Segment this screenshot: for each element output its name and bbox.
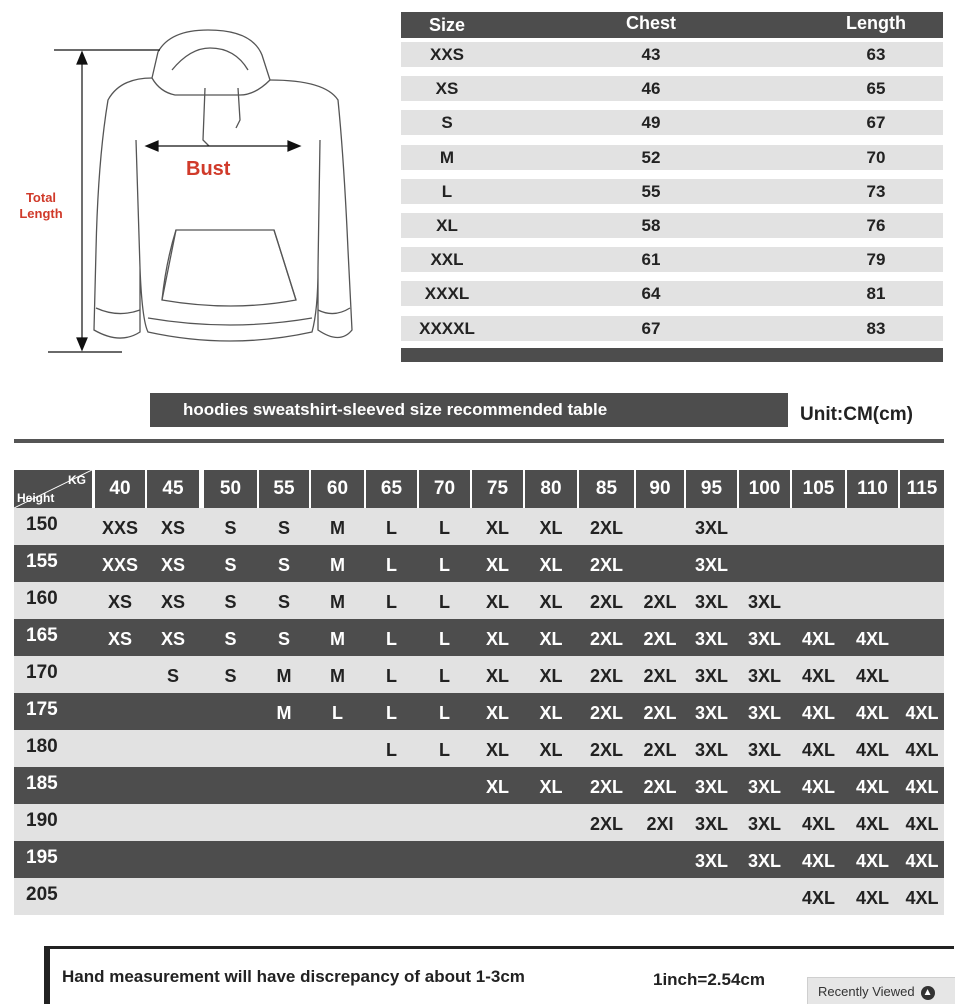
size-recommendation-cell: S (277, 518, 290, 538)
size-cell: XXXL (424, 284, 470, 304)
weight-header-cell: 75 (472, 470, 523, 508)
size-recommendation-cell: XXS (101, 555, 139, 575)
size-recommendation-cell: S (277, 555, 290, 575)
size-recommendation-cell: S (277, 629, 290, 649)
height-row (14, 878, 944, 915)
grid-header (14, 470, 944, 508)
size-recommendation-cell: XL (485, 777, 509, 797)
size-recommendation-cell: XS (107, 592, 132, 612)
size-recommendation-cell: 4XL (801, 740, 835, 760)
size-recommendation-cell: 3XL (747, 851, 781, 871)
size-recommendation-cell: 2XL (643, 777, 677, 797)
weight-header-cell: 50 (204, 470, 257, 508)
weight-header-cell: 90 (636, 470, 684, 508)
chest-cell: 64 (641, 284, 661, 304)
size-row (401, 72, 943, 106)
hoodie-drawing (0, 0, 380, 370)
size-recommendation-cell: 2XL (589, 777, 623, 797)
weight-header-cell: 45 (147, 470, 199, 508)
size-recommendation-cell: XS (107, 629, 132, 649)
grid-corner (14, 470, 92, 508)
size-recommendation-cell: 3XL (694, 518, 728, 538)
length-cell: 67 (866, 113, 886, 133)
size-recommendation-cell: XL (539, 777, 563, 797)
size-recommendation-cell: 4XL (905, 703, 939, 723)
chest-header: Chest (625, 13, 676, 33)
height-weight-grid (14, 470, 944, 915)
size-recommendation-cell: 2XL (589, 592, 623, 612)
size-recommendation-cell: M (330, 592, 345, 612)
size-recommendation-cell: L (386, 555, 397, 575)
size-row (401, 243, 943, 277)
length-cell: 63 (866, 45, 886, 65)
size-header: Size (428, 15, 466, 35)
height-cell: 180 (26, 736, 58, 757)
size-recommendation-cell: 4XL (801, 703, 835, 723)
size-recommendation-cell: 3XL (694, 703, 728, 723)
size-recommendation-cell: 3XL (694, 666, 728, 686)
height-cell: 160 (26, 588, 58, 609)
size-recommendation-cell: 3XL (747, 629, 781, 649)
size-recommendation-cell: 4XL (905, 888, 939, 908)
size-cell: XL (436, 216, 458, 236)
size-recommendation-cell: M (330, 666, 345, 686)
size-recommendation-cell: 3XL (694, 629, 728, 649)
size-row (401, 38, 943, 72)
size-recommendation-cell: 4XL (801, 851, 835, 871)
grid-body (14, 508, 944, 915)
size-recommendation-cell: 4XL (905, 814, 939, 834)
length-cell: 81 (866, 284, 886, 304)
size-recommendation-cell: 2XL (589, 740, 623, 760)
height-cell: 165 (26, 625, 58, 646)
measurement-note: Hand measurement will have discrepancy of about 1-3cm (62, 967, 525, 986)
size-recommendation-cell: 3XL (747, 814, 781, 834)
size-recommendation-cell: XS (160, 518, 185, 538)
section-divider (14, 439, 944, 443)
size-recommendation-cell: M (330, 629, 345, 649)
chest-cell: 49 (641, 113, 661, 133)
size-recommendation-cell: XL (485, 629, 509, 649)
size-recommendation-cell: 3XL (694, 740, 728, 760)
size-recommendation-cell: XL (485, 703, 509, 723)
weight-header-cell: 65 (366, 470, 417, 508)
size-recommendation-cell: 3XL (694, 851, 728, 871)
size-recommendation-cell: 4XL (855, 888, 889, 908)
height-cell: 175 (26, 699, 58, 720)
size-recommendation-cell: 4XL (855, 703, 889, 723)
size-row (401, 175, 943, 209)
length-header: Length (846, 13, 906, 33)
length-cell: 79 (866, 250, 886, 270)
chest-cell: 58 (641, 216, 661, 236)
size-recommendation-cell: 3XL (747, 666, 781, 686)
kg-label: KG (68, 473, 86, 487)
size-recommendation-cell: L (439, 518, 450, 538)
height-row (14, 545, 944, 582)
size-recommendation-cell: 2XL (589, 814, 623, 834)
length-cell: 76 (866, 216, 886, 236)
height-row (14, 804, 944, 841)
size-recommendation-cell: 2XL (589, 666, 623, 686)
size-recommendation-cell: M (276, 703, 292, 723)
chest-cell: 52 (641, 147, 661, 167)
note-top-line (44, 946, 954, 949)
height-row (14, 619, 944, 656)
size-recommendation-cell: 2XL (643, 740, 677, 760)
size-recommendation-cell: XL (539, 703, 563, 723)
size-recommendation-cell: L (386, 740, 397, 760)
size-recommendation-cell: XS (160, 629, 185, 649)
size-recommendation-cell: 4XL (905, 851, 939, 871)
size-recommendation-cell: L (386, 592, 397, 612)
size-recommendation-cell: 2XL (589, 703, 623, 723)
size-recommendation-cell: XL (485, 666, 509, 686)
size-recommendation-cell: S (166, 666, 179, 686)
length-cell: 73 (866, 181, 886, 201)
weight-header-cell: 85 (579, 470, 634, 508)
size-chart-footer-bar (401, 348, 943, 362)
weight-header-cell: 60 (311, 470, 364, 508)
size-recommendation-cell: 3XL (747, 740, 781, 760)
weight-header-cell: 70 (419, 470, 470, 508)
recommended-table-banner (150, 393, 788, 427)
height-row (14, 656, 944, 693)
height-row (14, 693, 944, 730)
size-recommendation-cell: L (386, 666, 397, 686)
size-recommendation-cell: 3XL (694, 555, 728, 575)
height-label: Height (17, 491, 55, 505)
weight-header-cell: 95 (686, 470, 737, 508)
size-recommendation-cell: L (439, 703, 450, 723)
inch-conversion: 1inch=2.54cm (653, 970, 765, 989)
size-cell: XXS (429, 45, 465, 65)
size-recommendation-cell: L (439, 740, 450, 760)
total-length-label-line2: Length (19, 206, 63, 221)
size-cell: L (441, 181, 453, 201)
size-recommendation-cell: 4XL (801, 888, 835, 908)
size-recommendation-cell: 4XL (855, 777, 889, 797)
total-length-label (10, 190, 72, 222)
recently-viewed-label: Recently Viewed (818, 984, 915, 999)
size-recommendation-cell: 2XL (643, 592, 677, 612)
size-recommendation-cell: XL (539, 629, 563, 649)
size-recommendation-cell: 4XL (801, 629, 835, 649)
chevron-up-icon: ▲ (921, 986, 935, 1000)
size-chart-table (401, 12, 943, 362)
size-recommendation-cell: 2XL (589, 518, 623, 538)
size-cell: S (441, 113, 453, 133)
size-recommendation-cell: XS (160, 592, 185, 612)
weight-header-cell: 105 (792, 470, 845, 508)
unit-label: Unit:CM(cm) (800, 404, 913, 425)
height-row (14, 730, 944, 767)
size-row (401, 106, 943, 140)
size-recommendation-cell: L (439, 629, 450, 649)
size-recommendation-cell: L (439, 666, 450, 686)
size-recommendation-cell: 3XL (694, 777, 728, 797)
height-cell: 185 (26, 773, 58, 794)
size-recommendation-cell: L (332, 703, 343, 723)
size-recommendation-cell: XL (539, 555, 563, 575)
size-recommendation-cell: 3XL (747, 777, 781, 797)
size-recommendation-cell: L (386, 518, 397, 538)
height-cell: 150 (26, 514, 58, 535)
height-cell: 205 (26, 884, 58, 905)
height-row (14, 508, 944, 545)
size-recommendation-cell: 2XL (643, 629, 677, 649)
size-recommendation-cell: XL (539, 666, 563, 686)
size-recommendation-cell: 3XL (747, 592, 781, 612)
height-cell: 155 (26, 551, 58, 572)
size-recommendation-cell: L (386, 703, 397, 723)
size-recommendation-cell: S (277, 592, 290, 612)
size-recommendation-cell: XL (485, 740, 509, 760)
recently-viewed-button[interactable] (807, 977, 955, 1004)
size-recommendation-cell: M (276, 666, 292, 686)
chest-cell: 43 (641, 45, 661, 65)
size-recommendation-cell: S (224, 666, 237, 686)
size-recommendation-cell: 4XL (855, 629, 889, 649)
size-recommendation-cell: 2XI (646, 814, 674, 834)
size-row (401, 277, 943, 311)
size-recommendation-cell: 2XL (589, 629, 623, 649)
size-recommendation-cell: 3XL (694, 814, 728, 834)
size-recommendation-cell: S (224, 629, 237, 649)
size-recommendation-cell: 3XL (694, 592, 728, 612)
size-recommendation-cell: 4XL (855, 666, 889, 686)
chest-cell: 61 (641, 250, 661, 270)
note-left-bar (44, 946, 50, 1004)
height-row (14, 582, 944, 619)
size-recommendation-cell: 4XL (905, 777, 939, 797)
length-cell: 83 (866, 318, 886, 338)
size-recommendation-cell: L (439, 555, 450, 575)
size-recommendation-cell: M (330, 518, 345, 538)
size-recommendation-cell: 4XL (801, 666, 835, 686)
size-recommendation-cell: 4XL (801, 777, 835, 797)
height-cell: 195 (26, 847, 58, 868)
size-recommendation-cell: XL (539, 740, 563, 760)
weight-header-cell: 115 (900, 470, 944, 508)
size-recommendation-cell: L (386, 629, 397, 649)
size-recommendation-cell: XL (485, 592, 509, 612)
banner-title: hoodies sweatshirt-sleeved size recommended table (183, 400, 608, 419)
size-cell: XXL (430, 250, 464, 270)
size-recommendation-cell: 3XL (747, 703, 781, 723)
total-length-label-line1: Total (25, 190, 57, 205)
size-row (401, 141, 943, 175)
size-recommendation-cell: S (224, 592, 237, 612)
size-recommendation-cell: 4XL (855, 851, 889, 871)
size-recommendation-cell: S (224, 518, 237, 538)
hoodie-illustration (0, 0, 380, 370)
size-recommendation-cell: 4XL (855, 740, 889, 760)
size-row (401, 312, 943, 346)
chest-cell: 46 (641, 79, 661, 99)
height-cell: 170 (26, 662, 58, 683)
size-recommendation-cell: XXS (101, 518, 139, 538)
size-recommendation-cell: 2XL (643, 666, 677, 686)
size-recommendation-cell: 4XL (855, 814, 889, 834)
weight-header-cell: 40 (95, 470, 145, 508)
size-cell: XS (435, 79, 459, 99)
size-recommendation-cell: 4XL (905, 740, 939, 760)
size-recommendation-cell: 4XL (801, 814, 835, 834)
size-recommendation-cell: XL (539, 592, 563, 612)
size-row (401, 209, 943, 243)
size-recommendation-cell: XL (539, 518, 563, 538)
weight-header-cell: 100 (739, 470, 790, 508)
height-row (14, 841, 944, 878)
length-cell: 65 (866, 79, 886, 99)
size-cell: M (439, 147, 455, 167)
size-recommendation-cell: XL (485, 555, 509, 575)
chest-cell: 67 (641, 318, 661, 338)
size-chart-body (401, 38, 943, 346)
height-row (14, 767, 944, 804)
height-cell: 190 (26, 810, 58, 831)
weight-header-cell: 80 (525, 470, 577, 508)
size-recommendation-cell: M (330, 555, 345, 575)
size-chart-header (401, 12, 943, 38)
weight-header-cell: 55 (259, 470, 309, 508)
size-cell: XXXXL (419, 318, 475, 338)
size-recommendation-cell: S (224, 555, 237, 575)
size-recommendation-cell: XL (485, 518, 509, 538)
size-recommendation-cell: 2XL (643, 703, 677, 723)
weight-header-cell: 110 (847, 470, 898, 508)
bust-label: Bust (186, 158, 231, 180)
size-recommendation-cell: L (439, 592, 450, 612)
size-recommendation-cell: 2XL (589, 555, 623, 575)
chest-cell: 55 (641, 181, 661, 201)
length-cell: 70 (866, 147, 886, 167)
size-recommendation-cell: XS (160, 555, 185, 575)
